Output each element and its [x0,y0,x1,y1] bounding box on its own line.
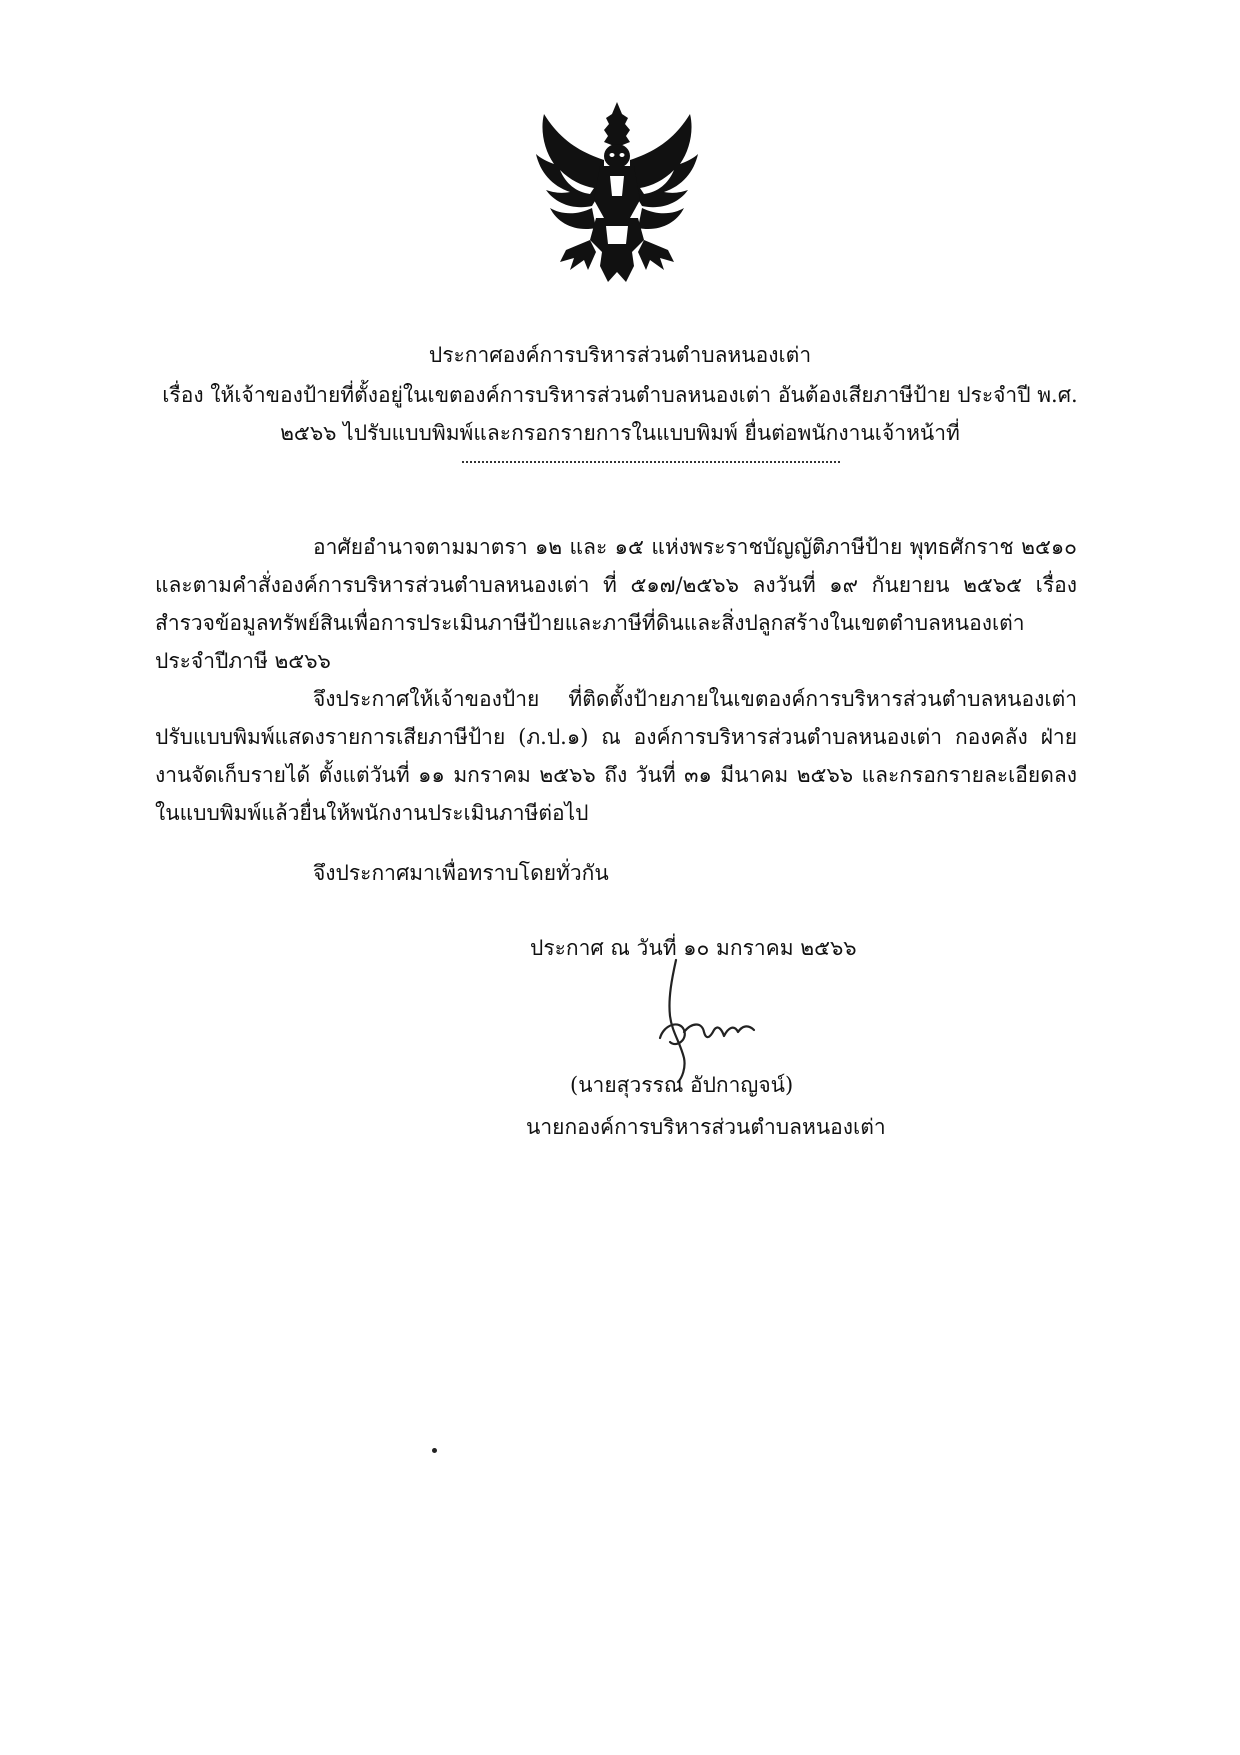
garuda-emblem-icon [530,100,705,285]
body-paragraph-closing: จึงประกาศมาเพื่อทราบโดยทั่วกัน [313,861,609,885]
signer-title: นายกองค์การบริหารส่วนตำบลหนองเต่า [526,1115,886,1139]
handwritten-signature [650,958,780,1088]
body-paragraph-authority: อาศัยอำนาจตามมาตรา ๑๒ และ ๑๕ แห่งพระราชบัญญัติภาษีป้าย พุทธศักราช ๒๕๑๐ และตามคำสั่งองค์การบริหารส่วนตำบลหนองเต่า ที่ ๕๑๗/๒๕๖๖ ลงวันที่ ๑๙ กันยายน ๒๕๖๕ เรื่อง สำรวจข้อมูลทรัพย์สินเพื่อการประเมินภาษีป้ายและภาษีที่ดินและสิ่งปลูกสร้างในเขตตำบลหนองเต่า ประจำปีภาษี ๒๕๖๖ [155,535,1077,673]
body-paragraph-instruction: จึงประกาศให้เจ้าของป้าย ที่ติดตั้งป้ายภายในเขตองค์การบริหารส่วนตำบลหนองเต่า ปรับแบบพิมพ์แสดงรายการเสียภาษีป้าย (ภ.ป.๑) ณ องค์การบริหารส่วนตำบลหนองเต่า กองคลัง ฝ่ายงานจัดเก็บรายได้ ตั้งแต่วันที่ ๑๑ มกราคม ๒๕๖๖ ถึง วันที่ ๓๑ มีนาคม ๒๕๖๖ และกรอกรายละเอียดลงในแบบพิมพ์แล้วยื่นให้พนักงานประเมินภาษีต่อไป [155,687,1077,825]
scan-speck [432,1448,437,1453]
announcement-subject: เรื่อง ให้เจ้าของป้ายที่ตั้งอยู่ในเขตองค์การบริหารส่วนตำบลหนองเต่า อันต้องเสียภาษีป้าย ประจำปี พ.ศ. [162,383,1078,407]
announcement-date: ประกาศ ณ วันที่ ๑๐ มกราคม ๒๕๖๖ [530,936,857,960]
announcement-subject-continued: ๒๕๖๖ ไปรับแบบพิมพ์และกรอกรายการในแบบพิมพ์ ยื่นต่อพนักงานเจ้าหน้าที่ [280,421,960,445]
dotted-divider [462,461,840,463]
signer-name: (นายสุวรรณ อัปกาญจน์) [570,1073,794,1097]
announcement-title: ประกาศองค์การบริหารส่วนตำบลหนองเต่า [428,343,812,367]
